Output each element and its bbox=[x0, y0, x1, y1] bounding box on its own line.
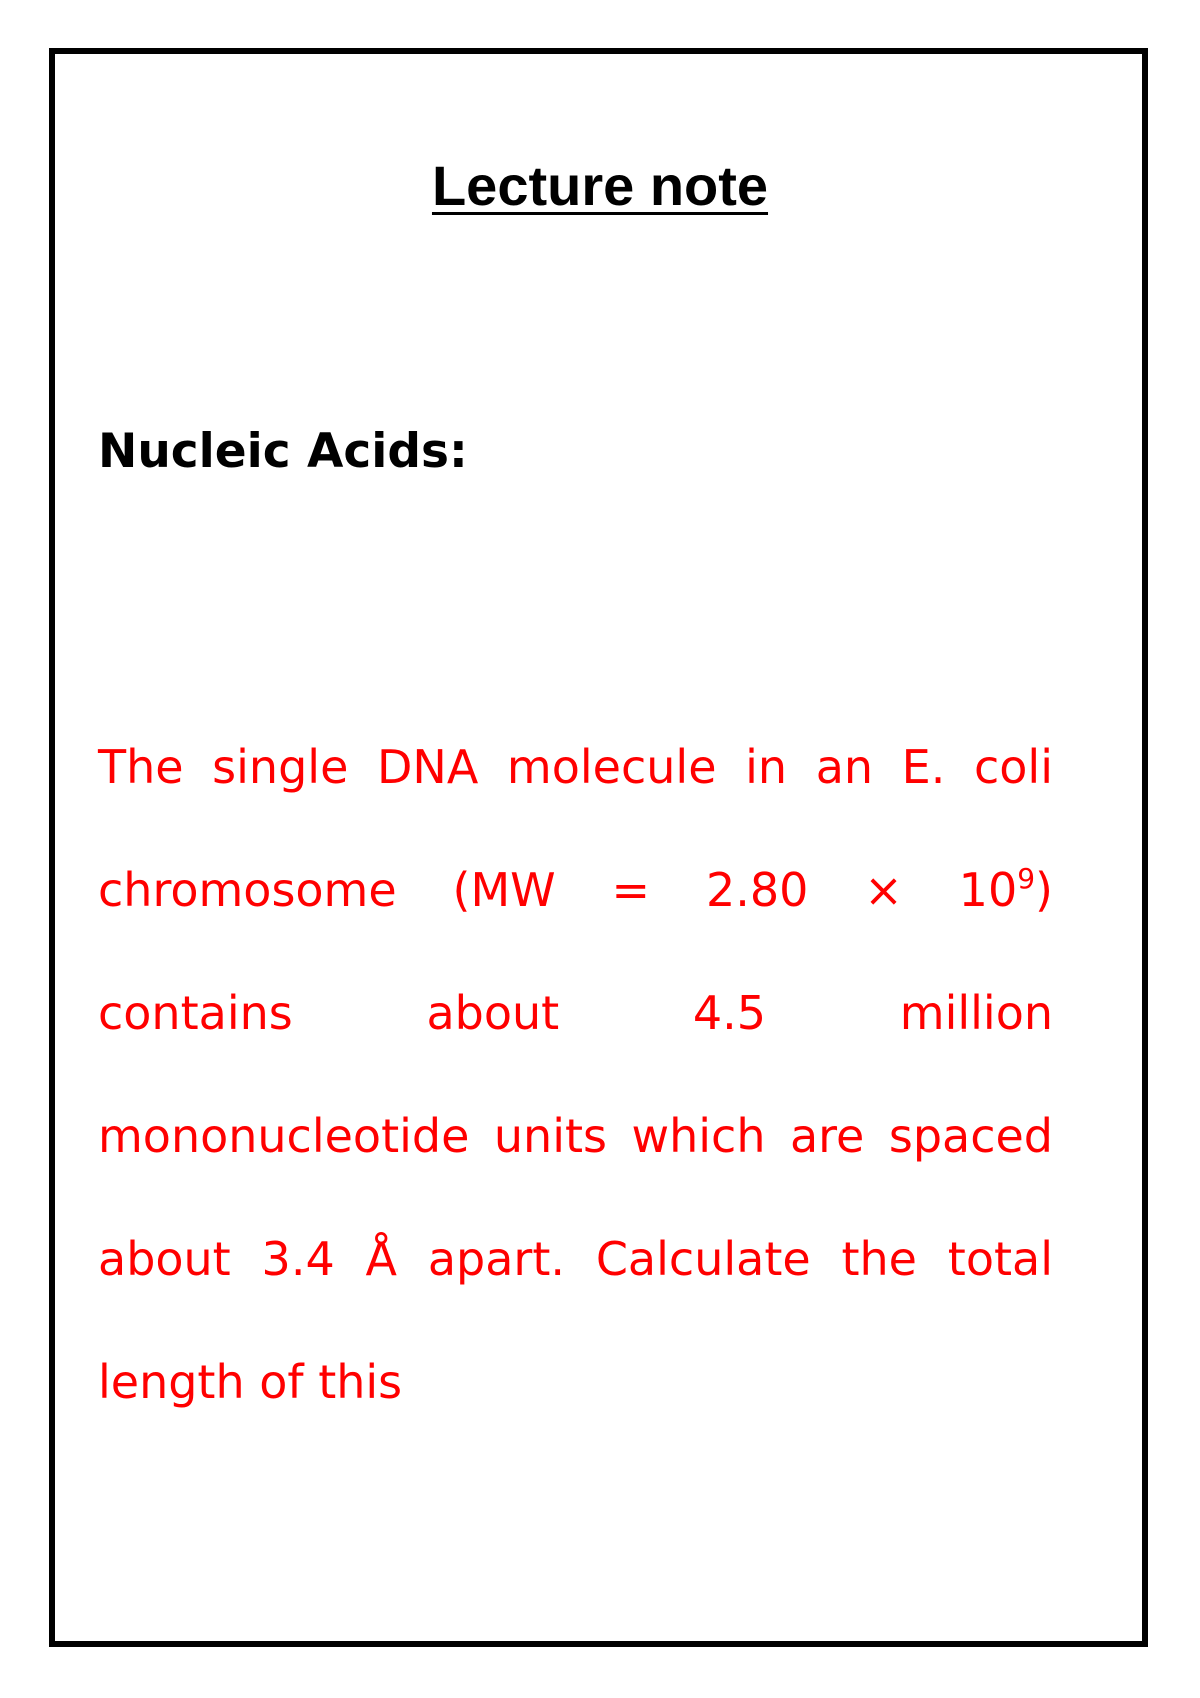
question-text-part1: The single DNA molecule in an E. coli chromosome (MW = 2.80 × 10 bbox=[98, 740, 1053, 917]
page-title bbox=[0, 152, 1200, 220]
page-title-text: Lecture note bbox=[431, 154, 769, 217]
question-text-part2: ) contains about 4.5 million mononucleotide units which are spaced about 3.4 Å apart. Calculate the total length of this bbox=[98, 863, 1053, 1409]
question-exponent: 9 bbox=[1017, 862, 1036, 895]
question-paragraph bbox=[98, 706, 1053, 1444]
section-heading: Nucleic Acids: bbox=[98, 424, 468, 479]
